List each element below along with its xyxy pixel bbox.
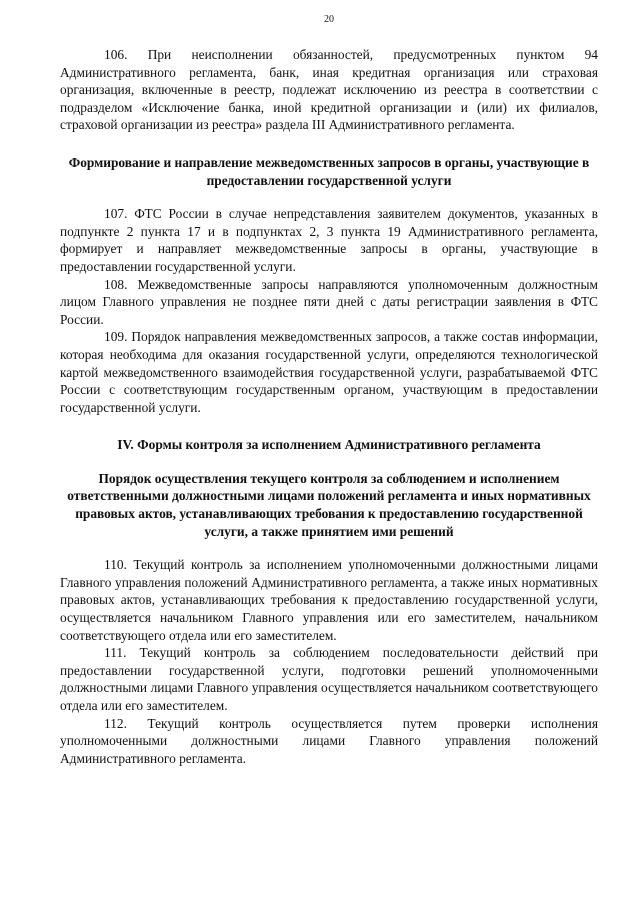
heading-interagency-requests: Формирование и направление межведомственных запросов в органы, участвующие в предоставлении государственной услуги bbox=[68, 154, 590, 188]
paragraph-109: 109. Порядок направления межведомственных запросов, а также состав информации, которая необходима для оказания государственной услуги, определяются технологической картой межведомственного взаимодействия государственной услуги, разрабатываемой ФТС России с соответствующим государственным органом, участвующим в предоставлении государственной услуги. bbox=[60, 329, 598, 415]
paragraph-106: 106. При неисполнении обязанностей, предусмотренных пунктом 94 Административного регламента, банк, иная кредитная организация или страховая организация, включенные в реестр, подлежат исключению из реестра в соответствии с подразделом «Исключение банка, иной кредитной организации и (или) их филиалов, страховой организации из реестра» раздела III Административного регламента. bbox=[60, 47, 598, 133]
paragraph-107: 107. ФТС России в случае непредставления заявителем документов, указанных в подпункте 2 пункта 17 и в подпунктах 2, 3 пункта 19 Административного регламента, формирует и направляет межведомственные запросы в органы, участвующие в предоставлении государственной услуги. bbox=[60, 206, 598, 274]
page-number: 20 bbox=[324, 14, 334, 25]
paragraph-111: 111. Текущий контроль за соблюдением последовательности действий при предоставлении государственной услуги, подготовки решений уполномоченными должностными лицами Главного управления осуществляется начальником соответствующего отдела или его заместителем. bbox=[60, 645, 598, 713]
heading-current-control: Порядок осуществления текущего контроля за соблюдением и исполнением ответственными должностными лицами положений регламента и иных нормативных правовых актов, устанавливающих требования к предоставлению государственной услуги, а также принятием ими решений bbox=[67, 470, 591, 539]
paragraph-112: 112. Текущий контроль осуществляется путем проверки исполнения уполномоченными должностными лицами Главного управления положений Административного регламента. bbox=[60, 715, 598, 766]
paragraph-108: 108. Межведомственные запросы направляются уполномоченным должностным лицом Главного управления не позднее пяти дней с даты регистрации заявления в ФТС России. bbox=[60, 276, 598, 327]
section-heading-iv: IV. Формы контроля за исполнением Административного регламента bbox=[117, 437, 541, 453]
paragraph-110: 110. Текущий контроль за исполнением уполномоченными должностными лицами Главного управления положений Административного регламента, а также иных нормативных правовых актов, устанавливающих требования к предоставлению государственной услуги, осуществляется начальником Главного управления или его заместителем, начальником соответствующего отдела или его заместителем. bbox=[60, 557, 598, 643]
document-page bbox=[60, 14, 598, 767]
